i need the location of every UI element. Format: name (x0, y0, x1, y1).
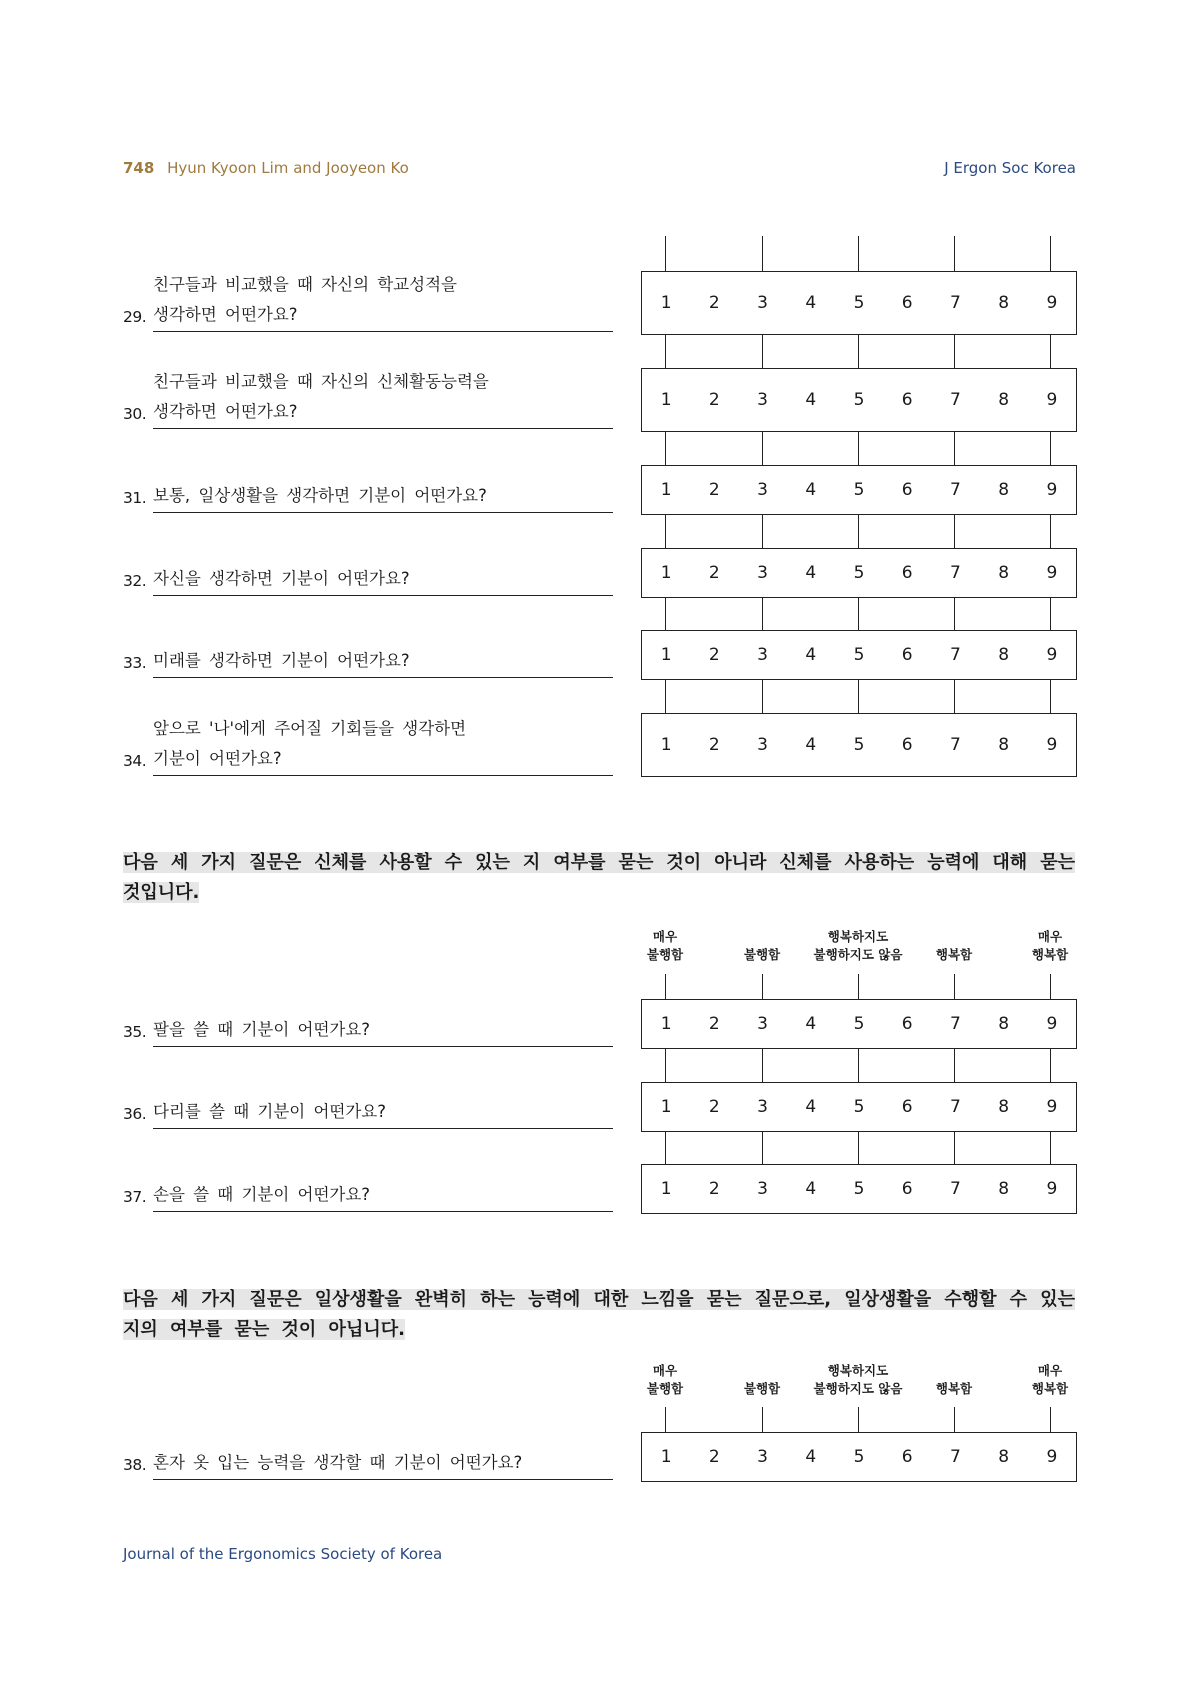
scale-tick (858, 974, 859, 999)
question-text (153, 564, 613, 596)
instruction-note (123, 848, 1075, 908)
scale-option-8[interactable]: 8 (998, 1447, 1010, 1467)
scale-anchor-label (990, 1362, 1110, 1398)
scale-option-1[interactable]: 1 (660, 1179, 672, 1199)
scale-tick (858, 236, 859, 271)
scale-tick (858, 513, 859, 548)
scale-option-1[interactable]: 1 (660, 480, 672, 500)
scale-option-3[interactable]: 3 (757, 480, 768, 500)
scale-option-9[interactable]: 9 (1046, 1447, 1058, 1467)
scale-option-5[interactable]: 5 (853, 645, 865, 665)
scale-option-4[interactable]: 4 (805, 645, 817, 665)
scale-tick (1050, 596, 1051, 630)
scale-option-1[interactable]: 1 (660, 563, 672, 583)
question-text-line: 팔을 쓸 때 기분이 어떤가요? (153, 1020, 371, 1039)
scale-option-4[interactable]: 4 (805, 563, 817, 583)
scale-option-3[interactable]: 3 (757, 1447, 768, 1467)
question-text-line: 자신을 생각하면 기분이 어떤가요? (153, 569, 410, 588)
scale-tick (1050, 236, 1051, 271)
scale-anchor-line: 행복함 (935, 1381, 973, 1396)
scale-option-9[interactable]: 9 (1046, 1097, 1058, 1117)
scale-option-1[interactable]: 1 (660, 1097, 672, 1117)
scale-option-4[interactable]: 4 (805, 1179, 817, 1199)
scale-option-9[interactable]: 9 (1046, 390, 1058, 410)
scale-option-9[interactable]: 9 (1046, 293, 1058, 313)
scale-option-8[interactable]: 8 (998, 293, 1010, 313)
question-text (153, 367, 613, 429)
question-text (153, 481, 613, 513)
scale-option-6[interactable]: 6 (901, 735, 913, 755)
scale-option-7[interactable]: 7 (950, 1179, 961, 1199)
scale-option-2[interactable]: 2 (708, 480, 720, 500)
scale-option-4[interactable]: 4 (805, 293, 817, 313)
scale-tick (665, 1130, 666, 1164)
scale-tick (1050, 430, 1051, 465)
scale-option-4[interactable]: 4 (805, 390, 817, 410)
scale-option-9[interactable]: 9 (1046, 1179, 1058, 1199)
scale-option-7[interactable]: 7 (950, 480, 961, 500)
rating-scale-37 (641, 1164, 1077, 1214)
scale-option-2[interactable]: 2 (708, 563, 720, 583)
scale-option-2[interactable]: 2 (708, 1179, 720, 1199)
scale-option-7[interactable]: 7 (950, 1097, 961, 1117)
scale-tick (665, 513, 666, 548)
scale-option-3[interactable]: 3 (757, 1014, 768, 1034)
scale-tick (762, 236, 763, 271)
question-number: 32. (123, 572, 147, 590)
scale-option-6[interactable]: 6 (901, 645, 913, 665)
scale-tick (665, 596, 666, 630)
scale-option-7[interactable]: 7 (950, 293, 961, 313)
instruction-text: 다음 세 가지 질문은 신체를 사용할 수 있는 지 여부를 묻는 것이 아니라 신체를 사용하는 능력에 대해 묻는 것입니다. (123, 852, 1075, 903)
rating-scale-33 (641, 630, 1077, 680)
scale-option-2[interactable]: 2 (708, 645, 720, 665)
scale-tick (1050, 678, 1051, 713)
scale-option-4[interactable]: 4 (805, 1097, 817, 1117)
scale-option-9[interactable]: 9 (1046, 1014, 1058, 1034)
scale-tick (954, 596, 955, 630)
scale-anchor-label (990, 928, 1110, 964)
scale-option-8[interactable]: 8 (998, 1014, 1010, 1034)
scale-option-5[interactable]: 5 (853, 735, 865, 755)
question-number: 35. (123, 1023, 147, 1041)
scale-anchor-line: 불행함 (743, 947, 781, 962)
scale-option-8[interactable]: 8 (998, 563, 1010, 583)
scale-tick (665, 1407, 666, 1432)
scale-option-7[interactable]: 7 (950, 1447, 961, 1467)
scale-tick (1050, 1130, 1051, 1164)
question-number: 30. (123, 405, 147, 423)
scale-anchor-line: 행복함 (935, 947, 973, 962)
scale-tick (762, 430, 763, 465)
instruction-text: 다음 세 가지 질문은 일상생활을 완벽히 하는 능력에 대한 느낌을 묻는 질문으로, 일상생활을 수행할 수 있는 지의 여부를 묻는 것이 아닙니다. (123, 1289, 1075, 1340)
scale-option-6[interactable]: 6 (901, 563, 913, 583)
question-text (153, 714, 613, 776)
scale-option-3[interactable]: 3 (757, 293, 768, 313)
scale-tick (954, 1407, 955, 1432)
scale-tick (665, 1047, 666, 1082)
question-37 (123, 1180, 613, 1212)
question-number: 34. (123, 752, 147, 770)
scale-option-3[interactable]: 3 (757, 645, 768, 665)
scale-tick (858, 596, 859, 630)
rating-scale-35 (641, 999, 1077, 1049)
scale-option-3[interactable]: 3 (757, 563, 768, 583)
scale-option-2[interactable]: 2 (708, 1014, 720, 1034)
scale-option-5[interactable]: 5 (853, 1097, 865, 1117)
scale-option-6[interactable]: 6 (901, 1179, 913, 1199)
scale-option-6[interactable]: 6 (901, 480, 913, 500)
author-names: Hyun Kyoon Lim and Jooyeon Ko (167, 159, 409, 177)
scale-option-6[interactable]: 6 (901, 1447, 913, 1467)
scale-option-9[interactable]: 9 (1046, 563, 1058, 583)
question-text-line: 혼자 옷 입는 능력을 생각할 때 기분이 어떤가요? (153, 1453, 523, 1472)
journal-short-title: J Ergon Soc Korea (944, 159, 1076, 177)
scale-option-6[interactable]: 6 (901, 1097, 913, 1117)
question-30 (123, 367, 613, 429)
scale-option-4[interactable]: 4 (805, 1447, 817, 1467)
question-35 (123, 1015, 613, 1047)
scale-tick (954, 1130, 955, 1164)
scale-tick (858, 1047, 859, 1082)
scale-tick (954, 430, 955, 465)
scale-option-2[interactable]: 2 (708, 1447, 720, 1467)
scale-option-8[interactable]: 8 (998, 390, 1010, 410)
question-32 (123, 564, 613, 596)
question-text (153, 1097, 613, 1129)
question-number: 37. (123, 1188, 147, 1206)
scale-option-3[interactable]: 3 (757, 1179, 768, 1199)
scale-option-8[interactable]: 8 (998, 1097, 1010, 1117)
scale-tick (762, 1130, 763, 1164)
scale-anchor-line: 불행함 (646, 947, 684, 962)
rating-scale-36 (641, 1082, 1077, 1132)
question-31 (123, 481, 613, 513)
scale-option-6[interactable]: 6 (901, 293, 913, 313)
running-header-left (123, 159, 409, 177)
scale-option-3[interactable]: 3 (757, 1097, 768, 1117)
question-text (153, 646, 613, 678)
instruction-note (123, 1285, 1075, 1345)
question-number: 31. (123, 489, 147, 507)
scale-anchor-line: 불행함 (743, 1381, 781, 1396)
scale-tick (954, 236, 955, 271)
scale-option-9[interactable]: 9 (1046, 645, 1058, 665)
question-number: 38. (123, 1456, 147, 1474)
rating-scale-32 (641, 548, 1077, 598)
scale-tick (665, 974, 666, 999)
scale-option-1[interactable]: 1 (660, 735, 672, 755)
scale-anchor-line: 매우 (652, 929, 678, 944)
question-text-line: 생각하면 어떤가요? (153, 402, 298, 421)
question-number: 29. (123, 308, 147, 326)
question-33 (123, 646, 613, 678)
scale-tick (762, 974, 763, 999)
scale-tick (665, 678, 666, 713)
scale-tick (1050, 974, 1051, 999)
question-text (153, 1015, 613, 1047)
scale-tick (954, 333, 955, 368)
scale-option-8[interactable]: 8 (998, 1179, 1010, 1199)
scale-tick (762, 1407, 763, 1432)
scale-option-2[interactable]: 2 (708, 1097, 720, 1117)
scale-anchor-line: 행복하지도 (827, 1363, 889, 1378)
scale-option-4[interactable]: 4 (805, 480, 817, 500)
rating-scale-31 (641, 465, 1077, 515)
scale-tick (665, 430, 666, 465)
scale-tick (665, 236, 666, 271)
question-text-line: 친구들과 비교했을 때 자신의 신체활동능력을 (153, 372, 489, 391)
scale-option-7[interactable]: 7 (950, 735, 961, 755)
scale-anchor-line: 불행하지도 않음 (813, 947, 903, 962)
question-text (153, 1180, 613, 1212)
scale-tick (1050, 1047, 1051, 1082)
scale-tick (762, 333, 763, 368)
scale-tick (858, 430, 859, 465)
scale-option-7[interactable]: 7 (950, 563, 961, 583)
scale-tick (762, 596, 763, 630)
rating-scale-29 (641, 271, 1077, 335)
scale-option-8[interactable]: 8 (998, 735, 1010, 755)
scale-anchor-line: 행복하지도 (827, 929, 889, 944)
scale-tick (858, 678, 859, 713)
scale-tick (954, 974, 955, 999)
scale-option-4[interactable]: 4 (805, 735, 817, 755)
scale-tick (954, 513, 955, 548)
scale-option-7[interactable]: 7 (950, 645, 961, 665)
question-text-line: 친구들과 비교했을 때 자신의 학교성적을 (153, 275, 457, 294)
scale-option-9[interactable]: 9 (1046, 480, 1058, 500)
scale-option-2[interactable]: 2 (708, 293, 720, 313)
scale-anchor-line: 불행하지도 않음 (813, 1381, 903, 1396)
scale-option-5[interactable]: 5 (853, 390, 865, 410)
scale-option-7[interactable]: 7 (950, 390, 961, 410)
scale-anchor-line: 행복함 (1031, 947, 1069, 962)
scale-tick (1050, 513, 1051, 548)
scale-option-6[interactable]: 6 (901, 390, 913, 410)
scale-option-5[interactable]: 5 (853, 480, 865, 500)
scale-option-1[interactable]: 1 (660, 1447, 672, 1467)
scale-option-2[interactable]: 2 (708, 390, 720, 410)
question-text (153, 270, 613, 332)
question-number: 33. (123, 654, 147, 672)
scale-option-5[interactable]: 5 (853, 293, 865, 313)
scale-option-3[interactable]: 3 (757, 735, 768, 755)
scale-tick (858, 333, 859, 368)
scale-option-5[interactable]: 5 (853, 563, 865, 583)
rating-scale-38 (641, 1432, 1077, 1482)
scale-anchor-line: 매우 (1037, 929, 1063, 944)
question-text-line: 생각하면 어떤가요? (153, 305, 298, 324)
question-text-line: 기분이 어떤가요? (153, 749, 282, 768)
scale-option-1[interactable]: 1 (660, 293, 672, 313)
scale-option-9[interactable]: 9 (1046, 735, 1058, 755)
journal-footer: Journal of the Ergonomics Society of Korea (123, 1545, 443, 1563)
scale-option-1[interactable]: 1 (660, 1014, 672, 1034)
scale-option-5[interactable]: 5 (853, 1014, 865, 1034)
scale-option-1[interactable]: 1 (660, 645, 672, 665)
scale-option-6[interactable]: 6 (901, 1014, 913, 1034)
scale-option-4[interactable]: 4 (805, 1014, 817, 1034)
scale-tick (954, 678, 955, 713)
question-34 (123, 714, 613, 776)
scale-tick (762, 678, 763, 713)
scale-tick (762, 1047, 763, 1082)
rating-scale-34 (641, 713, 1077, 777)
scale-option-8[interactable]: 8 (998, 645, 1010, 665)
scale-option-1[interactable]: 1 (660, 390, 672, 410)
question-text (153, 1448, 613, 1480)
question-number: 36. (123, 1105, 147, 1123)
scale-tick (858, 1407, 859, 1432)
scale-anchor-line: 매우 (652, 1363, 678, 1378)
scale-tick (858, 1130, 859, 1164)
scale-option-5[interactable]: 5 (853, 1447, 865, 1467)
scale-option-2[interactable]: 2 (708, 735, 720, 755)
scale-tick (665, 333, 666, 368)
scale-tick (954, 1047, 955, 1082)
question-text-line: 앞으로 '나'에게 주어질 기회들을 생각하면 (153, 719, 467, 738)
question-text-line: 보통, 일상생활을 생각하면 기분이 어떤가요? (153, 486, 487, 505)
scale-anchor-line: 행복함 (1031, 1381, 1069, 1396)
question-text-line: 다리를 쓸 때 기분이 어떤가요? (153, 1102, 387, 1121)
question-text-line: 손을 쓸 때 기분이 어떤가요? (153, 1185, 371, 1204)
scale-anchor-line: 매우 (1037, 1363, 1063, 1378)
question-29 (123, 270, 613, 332)
scale-tick (1050, 333, 1051, 368)
rating-scale-30 (641, 368, 1077, 432)
question-text-line: 미래를 생각하면 기분이 어떤가요? (153, 651, 410, 670)
scale-option-8[interactable]: 8 (998, 480, 1010, 500)
scale-option-3[interactable]: 3 (757, 390, 768, 410)
question-38 (123, 1448, 613, 1480)
page-number: 748 (123, 159, 155, 177)
scale-tick (1050, 1407, 1051, 1432)
scale-option-5[interactable]: 5 (853, 1179, 865, 1199)
scale-anchor-line: 불행함 (646, 1381, 684, 1396)
scale-option-7[interactable]: 7 (950, 1014, 961, 1034)
scale-tick (762, 513, 763, 548)
question-36 (123, 1097, 613, 1129)
